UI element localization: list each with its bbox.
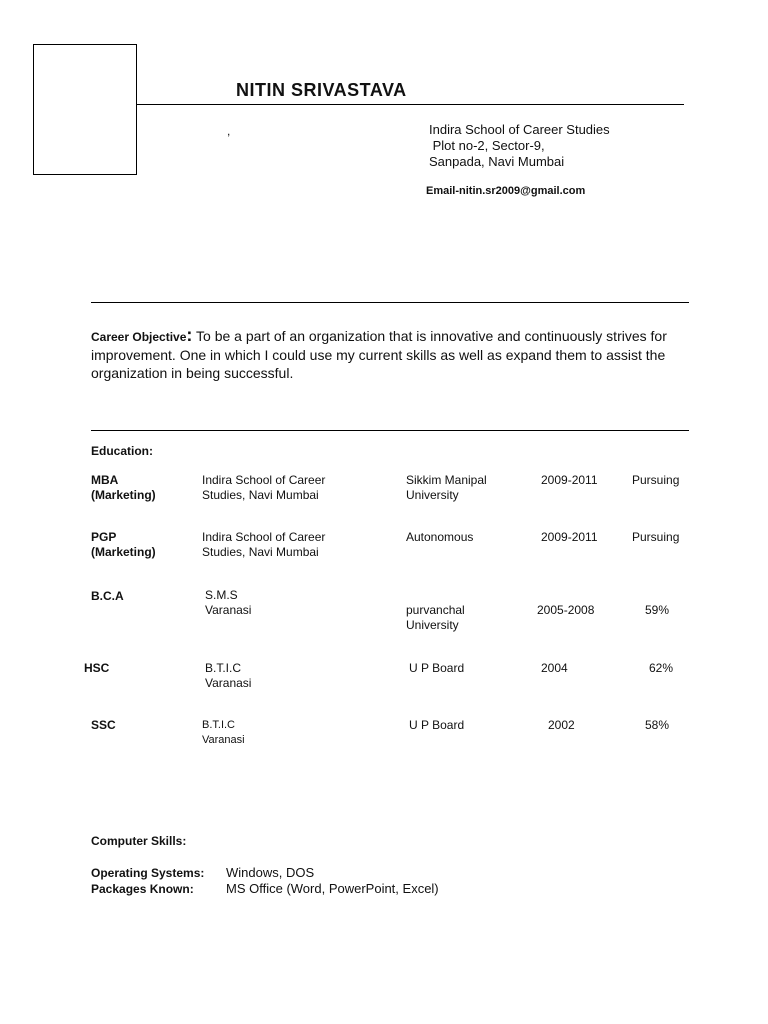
computer-skills-title: Computer Skills: [91,834,187,848]
edu-year-pgp: 2009-2011 [541,530,598,544]
edu-result-bca: 59% [645,603,670,617]
header-divider [136,104,684,105]
education-title: Education: [91,444,153,458]
objective-label: Career Objective [91,330,187,344]
email: Email-nitin.sr2009@gmail.com [426,185,586,197]
header-comma: , [227,124,231,138]
edu-board-ssc: U P Board [409,718,465,732]
address-line-3: Sanpada, Navi Mumbai [429,154,565,169]
edu-institute-ssc: B.T.I.C Varanasi [202,719,245,746]
os-value: Windows, DOS [226,865,315,880]
edu-year-mba: 2009-2011 [541,473,598,487]
edu-degree-bca: B.C.A [91,589,124,603]
objective-colon: : [186,325,193,345]
edu-year-ssc: 2002 [548,718,575,732]
edu-year-hsc: 2004 [541,661,568,675]
edu-institute-pgp: Indira School of Career Studies, Navi Mumbai [202,530,326,559]
objective-divider-top [91,302,689,303]
edu-degree-pgp: PGP (Marketing) [91,530,156,559]
edu-institute-bca: S.M.S Varanasi [205,588,252,617]
edu-degree-hsc: HSC [84,661,110,675]
edu-institute-mba: Indira School of Career Studies, Navi Mumbai [202,473,326,502]
education-divider [91,430,689,431]
objective-text: To be a part of an organization that is innovative and continuously strives for improvement. One in which I could use my current skills as well as expand them to assist the organization in being successful. [91,328,667,381]
edu-board-bca: purvanchal University [406,603,465,632]
edu-result-hsc: 62% [649,661,674,675]
photo-placeholder [33,44,137,175]
address-line-1: Indira School of Career Studies [429,122,610,137]
edu-result-mba: Pursuing [632,473,680,487]
packages-value: MS Office (Word, PowerPoint, Excel) [226,881,439,896]
edu-degree-ssc: SSC [91,718,116,732]
edu-degree-mba: MBA (Marketing) [91,473,156,502]
edu-result-pgp: Pursuing [632,530,680,544]
edu-year-bca: 2005-2008 [537,603,595,617]
candidate-name: NITIN SRIVASTAVA [236,80,407,100]
edu-board-hsc: U P Board [409,661,465,675]
career-objective [91,326,681,382]
os-label: Operating Systems: [91,866,205,880]
edu-result-ssc: 58% [645,718,670,732]
address-line-2: Plot no-2, Sector-9, [429,138,545,153]
packages-label: Packages Known: [91,882,194,896]
edu-institute-hsc: B.T.I.C Varanasi [205,661,252,690]
edu-board-mba: Sikkim Manipal University [406,473,487,502]
edu-board-pgp: Autonomous [406,530,474,544]
